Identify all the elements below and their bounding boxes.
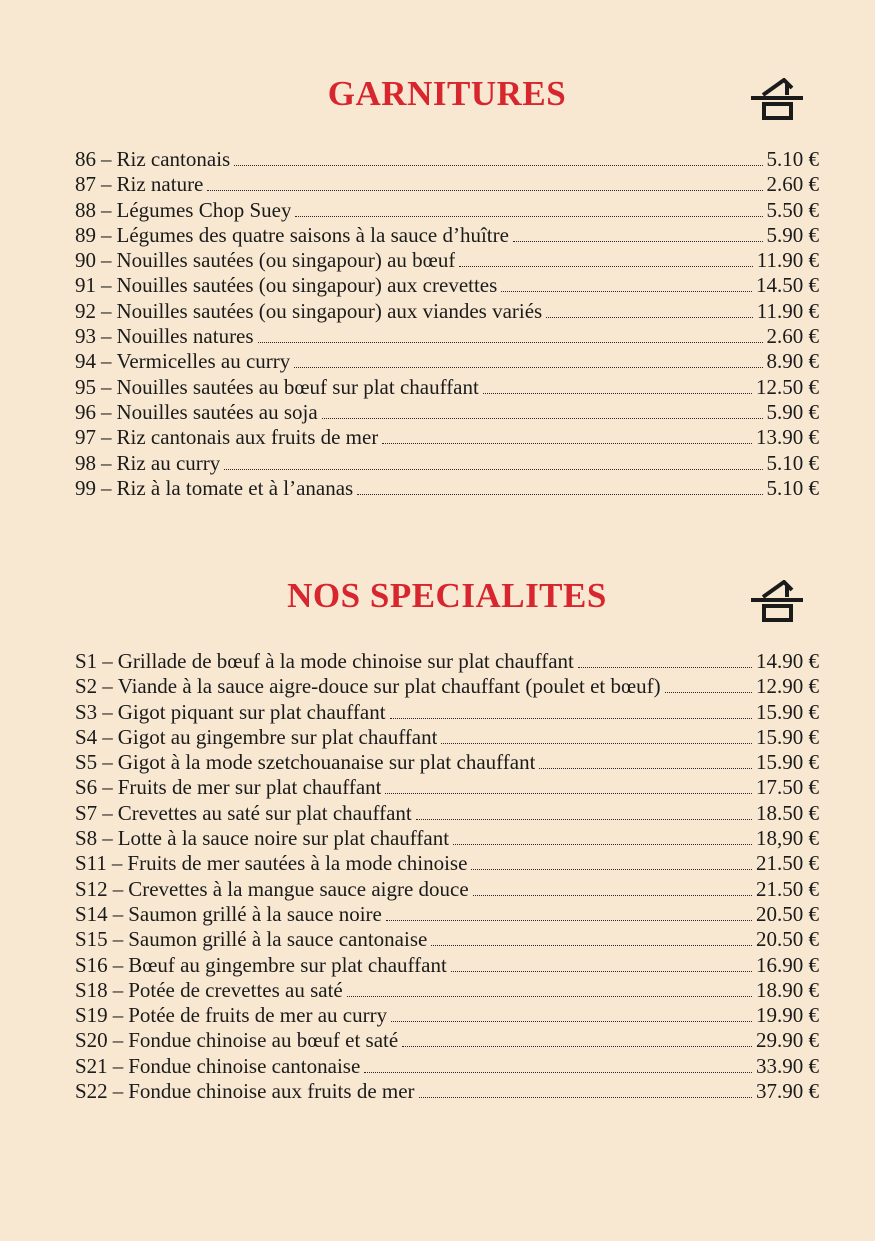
dot-leader	[419, 1097, 752, 1098]
item-separator: –	[111, 851, 123, 876]
item-price: 2.60 €	[766, 324, 819, 349]
item-number: S3	[75, 699, 98, 724]
item-name: Gigot piquant sur plat chauffant	[117, 699, 386, 724]
item-name: Riz au curry	[116, 450, 221, 475]
item-separator: –	[102, 699, 113, 724]
item-number: 97	[75, 425, 96, 450]
item-separator: –	[101, 450, 112, 475]
item-separator: –	[101, 374, 112, 399]
item-separator: –	[101, 349, 112, 374]
item-name: Riz cantonais aux fruits de mer	[116, 425, 379, 450]
item-name: Fondue chinoise aux fruits de mer	[128, 1079, 415, 1104]
item-name: Fruits de mer sur plat chauffant	[117, 775, 382, 800]
dot-leader	[382, 443, 752, 444]
item-price: 18.90 €	[756, 977, 819, 1002]
item-number: S19	[75, 1003, 108, 1028]
item-number: 88	[75, 197, 96, 222]
item-separator: –	[101, 248, 112, 273]
item-price: 15.90 €	[756, 699, 819, 724]
item-price: 21.50 €	[756, 851, 819, 876]
item-number: 95	[75, 374, 96, 399]
dot-leader	[431, 945, 752, 946]
item-number: S4	[75, 724, 98, 749]
item-number: S20	[75, 1028, 108, 1053]
dot-leader	[294, 367, 762, 368]
house-logo-icon	[750, 580, 804, 622]
item-name: Riz cantonais	[116, 147, 231, 171]
item-separator: –	[112, 1003, 124, 1028]
item-name: Lotte à la sauce noire sur plat chauffant	[117, 826, 450, 851]
item-separator: –	[112, 977, 124, 1002]
dot-leader	[483, 393, 752, 394]
menu-item	[75, 826, 819, 851]
dot-leader	[385, 793, 752, 794]
dot-leader	[441, 743, 752, 744]
item-name: Potée de fruits de mer au curry	[128, 1003, 388, 1028]
item-price: 15.90 €	[756, 724, 819, 749]
item-separator: –	[112, 927, 124, 952]
item-separator: –	[101, 222, 112, 247]
item-price: 29.90 €	[756, 1028, 819, 1053]
dot-leader	[578, 667, 752, 668]
dot-leader	[357, 494, 762, 495]
dot-leader	[224, 469, 762, 470]
item-name: Nouilles sautées (ou singapour) aux viandes variés	[116, 298, 543, 323]
item-number: S18	[75, 977, 108, 1002]
item-number: S7	[75, 800, 98, 825]
item-price: 11.90 €	[756, 248, 819, 273]
item-number: S12	[75, 876, 108, 901]
item-number: 93	[75, 324, 96, 349]
item-separator: –	[112, 901, 124, 926]
item-name: Viande à la sauce aigre-douce sur plat chauffant (poulet et bœuf)	[117, 674, 661, 699]
item-separator: –	[101, 273, 112, 298]
item-number: S15	[75, 927, 108, 952]
dot-leader	[501, 291, 752, 292]
dot-leader	[390, 718, 752, 719]
item-price: 5.10 €	[766, 450, 819, 475]
item-separator: –	[102, 649, 113, 673]
item-name: Vermicelles au curry	[116, 349, 291, 374]
menu-item	[75, 451, 819, 476]
item-number: 96	[75, 399, 96, 424]
item-price: 20.50 €	[756, 901, 819, 926]
menu-item	[75, 198, 819, 223]
menu-item	[75, 476, 819, 501]
menu-item	[75, 273, 819, 298]
item-price: 33.90 €	[756, 1053, 819, 1078]
item-price: 11.90 €	[756, 298, 819, 323]
dot-leader	[665, 692, 752, 693]
item-separator: –	[112, 1028, 124, 1053]
menu-item	[75, 877, 819, 902]
item-price: 19.90 €	[756, 1003, 819, 1028]
item-number: 99	[75, 475, 96, 500]
item-name: Légumes Chop Suey	[116, 197, 292, 222]
dot-leader	[347, 996, 752, 997]
menu-item	[75, 801, 819, 826]
menu-item	[75, 1079, 819, 1104]
dot-leader	[234, 165, 762, 166]
item-name: Grillade de bœuf à la mode chinoise sur plat chauffant	[117, 649, 574, 673]
item-number: S16	[75, 952, 108, 977]
item-name: Crevettes à la mangue sauce aigre douce	[128, 876, 469, 901]
item-price: 14.50 €	[756, 273, 819, 298]
menu-item	[75, 324, 819, 349]
menu-item	[75, 725, 819, 750]
item-price: 12.50 €	[756, 374, 819, 399]
menu-item	[75, 649, 819, 674]
item-number: 98	[75, 450, 96, 475]
item-separator: –	[112, 876, 124, 901]
menu-item	[75, 750, 819, 775]
item-number: S22	[75, 1079, 108, 1104]
dot-leader	[386, 920, 752, 921]
menu-item	[75, 248, 819, 273]
dot-leader	[322, 418, 763, 419]
section-title: NOS SPECIALITES	[287, 576, 607, 615]
dot-leader	[539, 768, 752, 769]
menu-item	[75, 953, 819, 978]
item-price: 18,90 €	[756, 826, 819, 851]
item-separator: –	[112, 1079, 124, 1104]
dot-leader	[546, 317, 753, 318]
menu-item	[75, 375, 819, 400]
item-separator: –	[101, 298, 112, 323]
item-price: 13.90 €	[756, 425, 819, 450]
item-separator: –	[101, 425, 112, 450]
item-separator: –	[112, 952, 124, 977]
item-number: 94	[75, 349, 96, 374]
menu-item	[75, 851, 819, 876]
item-number: 86	[75, 147, 96, 171]
item-price: 21.50 €	[756, 876, 819, 901]
menu-item	[75, 978, 819, 1003]
dot-leader	[391, 1021, 752, 1022]
dot-leader	[451, 971, 752, 972]
item-separator: –	[101, 399, 112, 424]
item-name: Fondue chinoise au bœuf et saté	[128, 1028, 399, 1053]
dot-leader	[473, 895, 752, 896]
item-price: 14.90 €	[756, 649, 819, 673]
menu-item	[75, 400, 819, 425]
menu-item	[75, 172, 819, 197]
item-price: 17.50 €	[756, 775, 819, 800]
house-logo-icon	[750, 78, 804, 120]
item-price: 18.50 €	[756, 800, 819, 825]
item-price: 5.90 €	[766, 399, 819, 424]
item-number: S11	[75, 851, 107, 876]
item-name: Nouilles sautées (ou singapour) aux crevettes	[116, 273, 498, 298]
dot-leader	[416, 819, 752, 820]
item-number: S8	[75, 826, 98, 851]
item-name: Bœuf au gingembre sur plat chauffant	[128, 952, 447, 977]
dot-leader	[207, 190, 762, 191]
item-number: S2	[75, 674, 98, 699]
item-number: S14	[75, 901, 108, 926]
menu-item	[75, 147, 819, 172]
item-name: Nouilles natures	[116, 324, 254, 349]
menu-item	[75, 1028, 819, 1053]
section-title: GARNITURES	[327, 74, 567, 113]
item-separator: –	[102, 750, 113, 775]
dot-leader	[295, 216, 762, 217]
item-price: 5.10 €	[766, 147, 819, 171]
item-separator: –	[102, 674, 113, 699]
item-separator: –	[112, 1053, 124, 1078]
menu-item	[75, 775, 819, 800]
item-separator: –	[101, 172, 112, 197]
item-number: S1	[75, 649, 98, 673]
item-price: 5.50 €	[766, 197, 819, 222]
item-price: 16.90 €	[756, 952, 819, 977]
item-number: 92	[75, 298, 96, 323]
item-price: 12.90 €	[756, 674, 819, 699]
dot-leader	[402, 1046, 752, 1047]
item-price: 8.90 €	[766, 349, 819, 374]
item-number: 91	[75, 273, 96, 298]
item-number: 87	[75, 172, 96, 197]
menu-item	[75, 299, 819, 324]
dot-leader	[453, 844, 752, 845]
dot-leader	[364, 1072, 752, 1073]
item-price: 37.90 €	[756, 1079, 819, 1104]
menu-item	[75, 674, 819, 699]
item-number: 90	[75, 248, 96, 273]
menu-item	[75, 349, 819, 374]
item-name: Riz à la tomate et à l’ananas	[116, 475, 354, 500]
item-name: Fruits de mer sautées à la mode chinoise	[127, 851, 468, 876]
menu-item	[75, 927, 819, 952]
item-separator: –	[102, 800, 113, 825]
menu-item	[75, 223, 819, 248]
item-separator: –	[102, 826, 113, 851]
item-name: Légumes des quatre saisons à la sauce d’huître	[116, 222, 509, 247]
item-name: Gigot au gingembre sur plat chauffant	[117, 724, 438, 749]
item-number: S21	[75, 1053, 108, 1078]
menu-item	[75, 700, 819, 725]
item-number: S5	[75, 750, 98, 775]
menu-item	[75, 902, 819, 927]
item-separator: –	[101, 324, 112, 349]
item-separator: –	[101, 475, 112, 500]
item-separator: –	[101, 147, 112, 171]
menu-item	[75, 425, 819, 450]
item-name: Saumon grillé à la sauce noire	[128, 901, 382, 926]
dot-leader	[258, 342, 763, 343]
item-separator: –	[101, 197, 112, 222]
menu-list	[75, 649, 819, 1104]
item-name: Saumon grillé à la sauce cantonaise	[128, 927, 428, 952]
item-name: Riz nature	[116, 172, 204, 197]
item-name: Gigot à la mode szetchouanaise sur plat chauffant	[117, 750, 536, 775]
dot-leader	[459, 266, 752, 267]
item-price: 15.90 €	[756, 750, 819, 775]
item-name: Nouilles sautées au soja	[116, 399, 318, 424]
menu-item	[75, 1054, 819, 1079]
item-name: Nouilles sautées (ou singapour) au bœuf	[116, 248, 456, 273]
menu-item	[75, 1003, 819, 1028]
item-number: S6	[75, 775, 98, 800]
item-number: 89	[75, 222, 96, 247]
item-separator: –	[102, 724, 113, 749]
item-name: Nouilles sautées au bœuf sur plat chauffant	[116, 374, 479, 399]
dot-leader	[471, 869, 752, 870]
item-name: Crevettes au saté sur plat chauffant	[117, 800, 412, 825]
item-name: Fondue chinoise cantonaise	[128, 1053, 361, 1078]
item-separator: –	[102, 775, 113, 800]
item-price: 5.10 €	[766, 475, 819, 500]
menu-list	[75, 147, 819, 501]
item-name: Potée de crevettes au saté	[128, 977, 343, 1002]
item-price: 2.60 €	[766, 172, 819, 197]
item-price: 5.90 €	[766, 222, 819, 247]
item-price: 20.50 €	[756, 927, 819, 952]
dot-leader	[513, 241, 763, 242]
